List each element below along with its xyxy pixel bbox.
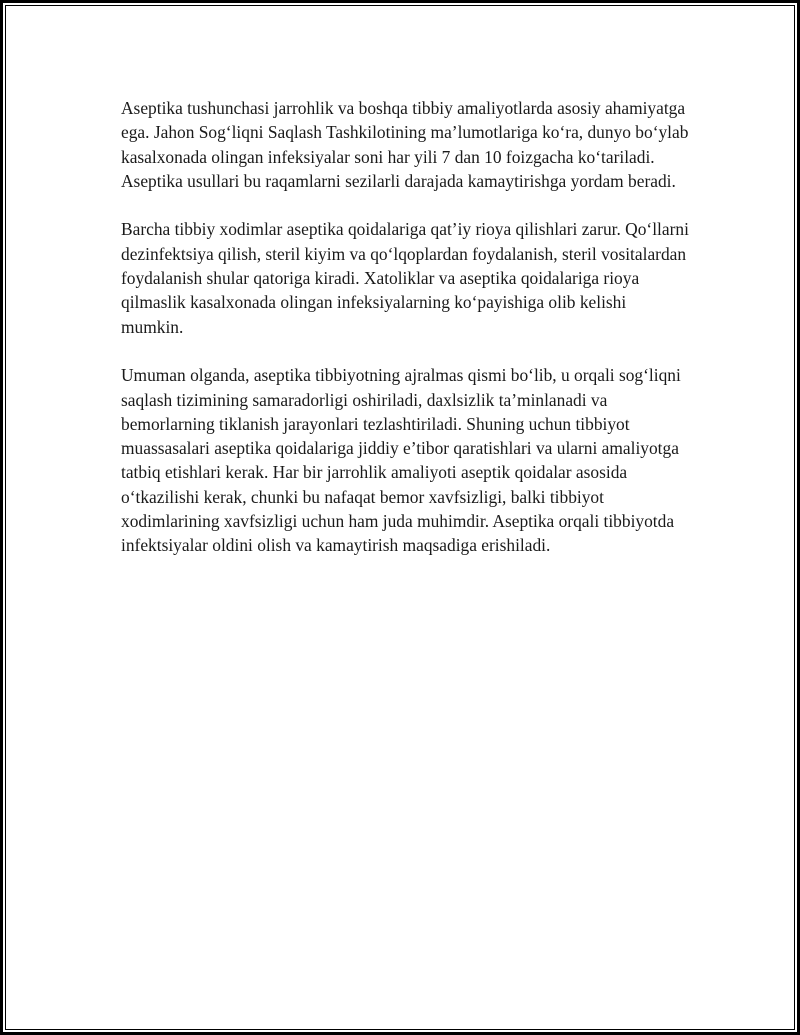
paragraph-2: Barcha tibbiy xodimlar aseptika qoidalariga qat’iy rioya qilishlari zarur. Qo‘llarni dezinfektsiya qilish, steril kiyim va qo‘lqoplardan foydalanish, steril vositalardan foydalanish shular qatoriga kiradi. Xatoliklar va aseptika qoidalariga rioya qilmaslik kasalxonada olingan infeksiyalarning ko‘payishiga olib kelishi mumkin. <box>121 219 689 337</box>
paragraph-1: Aseptika tushunchasi jarrohlik va boshqa tibbiy amaliyotlarda asosiy ahamiyatga ega. Jahon Sog‘liqni Saqlash Tashkilotining ma’lumotlariga ko‘ra, dunyo bo‘ylab kasalxonada olingan infeksiyalar soni har yili 7 dan 10 foizgacha ko‘tariladi. Aseptika usullari bu raqamlarni sezilarli darajada kamaytirishga yordam beradi. <box>121 98 689 191</box>
paragraph-3: Umuman olganda, aseptika tibbiyotning ajralmas qismi bo‘lib, u orqali sog‘liqni saqlash tizimining samaradorligi oshiriladi, daxlsizlik ta’minlanadi va bemorlarning tiklanish jarayonlari tezlashtiriladi. Shuning uchun tibbiyot muassasalari aseptika qoidalariga jiddiy e’tibor qaratishlari va ularni amaliyotga tatbiq etishlari kerak. Har bir jarrohlik amaliyoti aseptik qoidalar asosida o‘tkazilishi kerak, chunki bu nafaqat bemor xavfsizligi, balki tibbiyot xodimlarining xavfsizligi uchun ham juda muhimdir. Aseptika orqali tibbiyotda infektsiyalar oldini olish va kamaytirish maqsadiga erishiladi. <box>121 365 681 556</box>
document-body <box>121 96 691 582</box>
